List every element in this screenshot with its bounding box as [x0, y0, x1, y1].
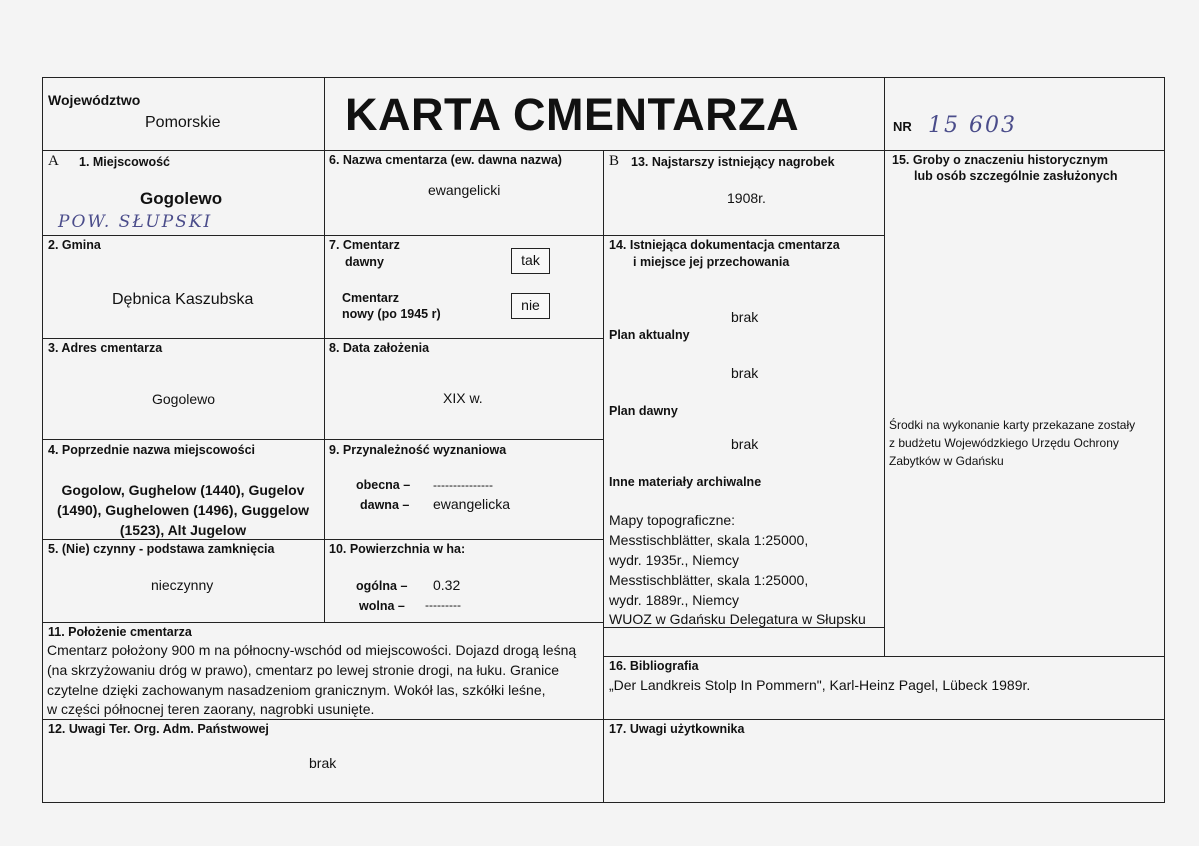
field-4-line-1: Gogolow, Gughelow (1440), Gugelov: [61, 482, 305, 498]
tak-checkbox[interactable]: tak: [511, 248, 550, 274]
field-11-label: 11. Położenie cmentarza: [48, 625, 192, 639]
field-3-value: Gogolewo: [152, 391, 216, 407]
field-4-line-3: (1523), Alt Jugelow: [119, 522, 247, 538]
obecna-label: obecna –: [356, 478, 411, 492]
field-7-label: 7. Cmentarz: [329, 238, 400, 252]
page-title: KARTA CMENTARZA: [345, 89, 800, 140]
row-line-c2-1: [324, 235, 603, 236]
field-7-nowy-line-2: nowy (po 1945 r): [342, 307, 441, 321]
field-11-line-1: Cmentarz położony 900 m na północny-wschód od miejscowości. Dojazd drogą leśną: [47, 642, 577, 658]
field-17-label: 17. Uwagi użytkownika: [609, 722, 745, 736]
dawna-label: dawna –: [360, 498, 410, 512]
row-line-c1-1: [42, 235, 324, 236]
inne-line-6: WUOZ w Gdańsku Delegatura w Słupsku: [609, 611, 866, 627]
nie-checkbox[interactable]: nie: [511, 293, 550, 319]
field-13-label: 13. Najstarszy istniejący nagrobek: [631, 155, 835, 169]
field-14-label-line-1: 14. Istniejąca dokumentacja cmentarza: [609, 238, 840, 252]
wolna-label: wolna –: [359, 599, 405, 613]
field-14-value: brak: [731, 309, 759, 325]
row-line-c1-2: [42, 338, 324, 339]
inne-line-2: Messtischblätter, skala 1:25000,: [609, 532, 809, 548]
row-line-17: [603, 719, 1165, 720]
field-3-label: 3. Adres cmentarza: [48, 341, 163, 355]
row-line-16: [603, 656, 1165, 657]
inne-line-4: Messtischblätter, skala 1:25000,: [609, 572, 809, 588]
field-11-line-3: czytelne dzięki zachowanym nasadzeniom granicznym. Wokół las, szkółki leśne,: [47, 682, 546, 698]
field-15-note-line-3: Zabytków w Gdańsku: [889, 454, 1004, 468]
field-15-label-line-2: lub osób szczególnie zasłużonych: [914, 169, 1118, 183]
field-7-nowy-line-1: Cmentarz: [342, 291, 399, 305]
field-8-label: 8. Data założenia: [329, 341, 430, 355]
header-divider-2: [884, 77, 885, 151]
field-6-value: ewangelicki: [428, 182, 501, 198]
field-15-note-line-2: z budżetu Wojewódzkiego Urzędu Ochrony: [889, 436, 1119, 450]
inne-materialy-label: Inne materiały archiwalne: [609, 475, 762, 489]
row-line-11: [42, 622, 604, 623]
row-line-c2-3: [324, 439, 603, 440]
row-line-c2-2: [324, 338, 603, 339]
field-8-value: XIX w.: [443, 390, 483, 406]
field-14-label-line-2: i miejsce jej przechowania: [633, 255, 790, 269]
wojewodztwo-value: Pomorskie: [145, 114, 221, 131]
wojewodztwo-label: Województwo: [48, 92, 141, 108]
row-line-12: [42, 719, 604, 720]
dawna-value: ewangelicka: [433, 496, 511, 512]
section-a-letter: A: [48, 153, 59, 169]
field-15-label-line-1: 15. Groby o znaczeniu historycznym: [892, 153, 1109, 167]
ogolna-label: ogólna –: [356, 579, 408, 593]
col-divider-1: [324, 150, 325, 623]
plan-aktualny-value: brak: [731, 365, 759, 381]
row-line-c1-3: [42, 439, 324, 440]
field-1-label: 1. Miejscowość: [79, 155, 171, 169]
row-line-c2-4: [324, 539, 603, 540]
inne-line-5: wydr. 1889r., Niemcy: [609, 592, 739, 608]
field-13-value: 1908r.: [727, 190, 766, 206]
field-16-label: 16. Bibliografia: [609, 659, 699, 673]
field-9-label: 9. Przynależność wyznaniowa: [329, 443, 507, 457]
nr-handwritten-value: 15 603: [928, 113, 1017, 138]
field-11-line-2: (na skrzyżowaniu dróg w prawo), cmentarz po lewej stronie drogi, na łuku. Granice: [47, 662, 560, 678]
row-line-c1-4: [42, 539, 324, 540]
outer-border-right: [1164, 77, 1165, 803]
field-4-line-2: (1490), Gughelowen (1496), Guggelow: [56, 502, 310, 518]
field-15-note-line-1: Środki na wykonanie karty przekazane zostały: [889, 418, 1136, 432]
outer-border-left: [42, 77, 43, 803]
field-10-label: 10. Powierzchnia w ha:: [329, 542, 466, 556]
inne-line-1: Mapy topograficzne:: [609, 512, 736, 528]
field-2-label: 2. Gmina: [48, 238, 101, 252]
field-16-value: „Der Landkreis Stolp In Pommern", Karl-Heinz Pagel, Lübeck 1989r.: [609, 677, 1031, 693]
field-6-label: 6. Nazwa cmentarza (ew. dawna nazwa): [329, 153, 562, 167]
section-b-letter: B: [609, 153, 620, 169]
col-divider-2: [603, 150, 604, 803]
nr-label: NR: [893, 119, 912, 134]
row-line-c3-1: [603, 235, 884, 236]
field-5-value: nieczynny: [151, 577, 214, 593]
field-11-line-4: w części północnej teren zaorany, nagrobki usunięte.: [47, 701, 375, 717]
obecna-value: ---------------: [433, 478, 493, 492]
field-12-value: brak: [309, 755, 337, 771]
col-divider-3: [884, 150, 885, 657]
plan-dawny-value: brak: [731, 436, 759, 452]
header-divider-1: [324, 77, 325, 151]
plan-aktualny-label: Plan aktualny: [609, 328, 690, 342]
field-5-label: 5. (Nie) czynny - podstawa zamknięcia: [48, 542, 275, 556]
outer-border-top: [42, 77, 1165, 78]
wolna-value: ---------: [425, 598, 461, 612]
field-4-label: 4. Poprzednie nazwa miejscowości: [48, 443, 256, 457]
field-1-value: Gogolewo: [140, 189, 223, 208]
field-1-handwritten: POW. SŁUPSKI: [58, 212, 213, 232]
ogolna-value: 0.32: [433, 577, 461, 593]
field-2-value: Dębnica Kaszubska: [112, 291, 254, 308]
inne-line-3: wydr. 1935r., Niemcy: [609, 552, 739, 568]
plan-dawny-label: Plan dawny: [609, 404, 678, 418]
field-12-label: 12. Uwagi Ter. Org. Adm. Państwowej: [48, 722, 269, 736]
field-7-dawny: dawny: [345, 255, 384, 269]
